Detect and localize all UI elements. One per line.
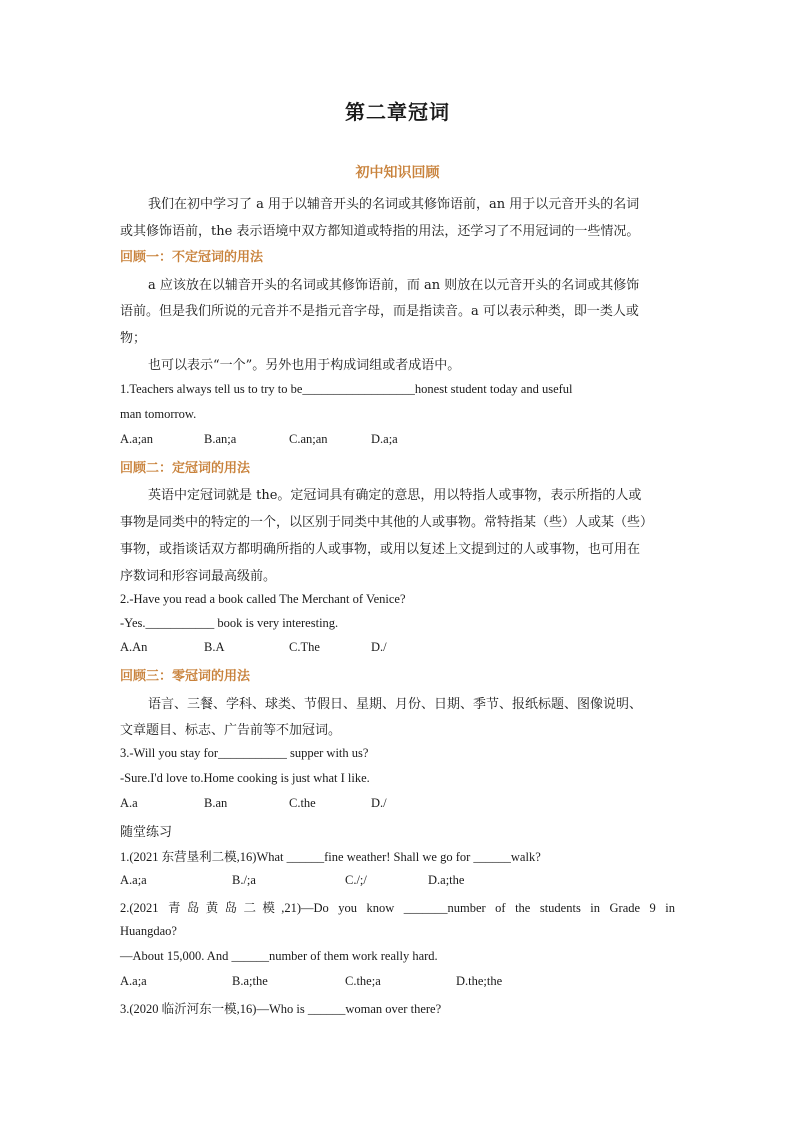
question-2-cont: -Yes.___________ book is very interesting. <box>120 616 339 630</box>
option-d: D./ <box>371 796 387 810</box>
option-b: B./;a <box>232 873 256 887</box>
section2-line: 英语中定冠词就是 the。定冠词具有确定的意思，用以特指人或事物，表示所指的人或 <box>148 488 642 503</box>
question-1-cont: man tomorrow. <box>120 407 197 421</box>
option-c: C.the <box>289 796 316 810</box>
option-a: A.a;a <box>120 974 147 988</box>
section2-line: 序数词和形容词最高级前。 <box>120 569 277 584</box>
option-c: C./;/ <box>345 873 367 887</box>
option-a: A.a;an <box>120 432 153 446</box>
intro-line: 或其修饰语前，the 表示语境中双方都知道或特指的用法，还学习了不用冠词的一些情况。 <box>120 224 640 239</box>
option-c: C.the;a <box>345 974 381 988</box>
question-2-options <box>120 640 675 655</box>
option-b: B.an <box>204 796 228 810</box>
option-d: D./ <box>371 640 387 654</box>
section-subtitle: 初中知识回顾 <box>355 165 440 181</box>
practice-question-2-options <box>120 974 675 989</box>
option-c: C.an;an <box>289 432 328 446</box>
section1-line: 也可以表示“一个”。另外也用于构成词组或者成语中。 <box>148 358 461 373</box>
option-b: B.A <box>204 640 225 654</box>
question-1: 1.Teachers always tell us to try to be__________________honest student today and useful <box>120 382 573 396</box>
practice-question-1: 1.(2021 东营垦利二模,16)What ______fine weather! Shall we go for ______walk? <box>120 850 541 864</box>
section1-heading: 回顾一：不定冠词的用法 <box>120 250 264 265</box>
section3-heading: 回顾三：零冠词的用法 <box>120 669 251 684</box>
option-b: B.an;a <box>204 432 237 446</box>
intro-line: 我们在初中学习了 a 用于以辅音开头的名词或其修饰语前，an 用于以元音开头的名词 <box>148 197 640 212</box>
practice-question-2-cont: Huangdao? <box>120 924 177 938</box>
question-2: 2.-Have you read a book called The Merchant of Venice? <box>120 592 406 606</box>
section2-line: 事物，或指谈话双方都明确所指的人或事物，或用以复述上文提到过的人或事物，也可用在 <box>120 542 641 557</box>
option-c: C.The <box>289 640 320 654</box>
option-a: A.An <box>120 640 148 654</box>
section2-line: 事物是同类中的特定的一个，以区别于同类中其他的人或事物。常特指某（些）人或某（些） <box>120 515 654 530</box>
section3-line: 文章题目、标志、广告前等不加冠词。 <box>120 723 342 738</box>
practice-question-2-cont: —About 15,000. And ______number of them work really hard. <box>120 949 438 963</box>
option-a: A.a <box>120 796 138 810</box>
option-d: D.the;the <box>456 974 503 988</box>
section1-line: a 应该放在以辅音开头的名词或其修饰语前，而 an 则放在以元音开头的名词或其修饰 <box>148 278 640 293</box>
practice-question-3: 3.(2020 临沂河东一模,16)—Who is ______woman over there? <box>120 1002 442 1016</box>
question-3-options <box>120 796 675 811</box>
practice-heading: 随堂练习 <box>120 825 173 840</box>
page-title: 第二章冠词 <box>345 100 450 124</box>
section2-heading: 回顾二：定冠词的用法 <box>120 461 251 476</box>
section1-line: 语前。但是我们所说的元音并不是指元音字母，而是指读音。a 可以表示种类，即一类人或 <box>120 304 639 319</box>
section3-line: 语言、三餐、学科、球类、节假日、星期、月份、日期、季节、报纸标题、图像说明、 <box>148 697 643 712</box>
question-1-options <box>120 432 675 447</box>
option-d: D.a;the <box>428 873 465 887</box>
option-a: A.a;a <box>120 873 147 887</box>
question-3: 3.-Will you stay for___________ supper with us? <box>120 746 369 760</box>
option-d: D.a;a <box>371 432 398 446</box>
question-3-cont: -Sure.I'd love to.Home cooking is just what I like. <box>120 771 370 785</box>
practice-question-2: 2.(2021 青岛黄岛二模,21)—Do you know _______number of the students in Grade 9 in <box>120 901 675 915</box>
section1-line: 物； <box>120 331 147 346</box>
option-b: B.a;the <box>232 974 268 988</box>
practice-question-1-options <box>120 873 675 888</box>
